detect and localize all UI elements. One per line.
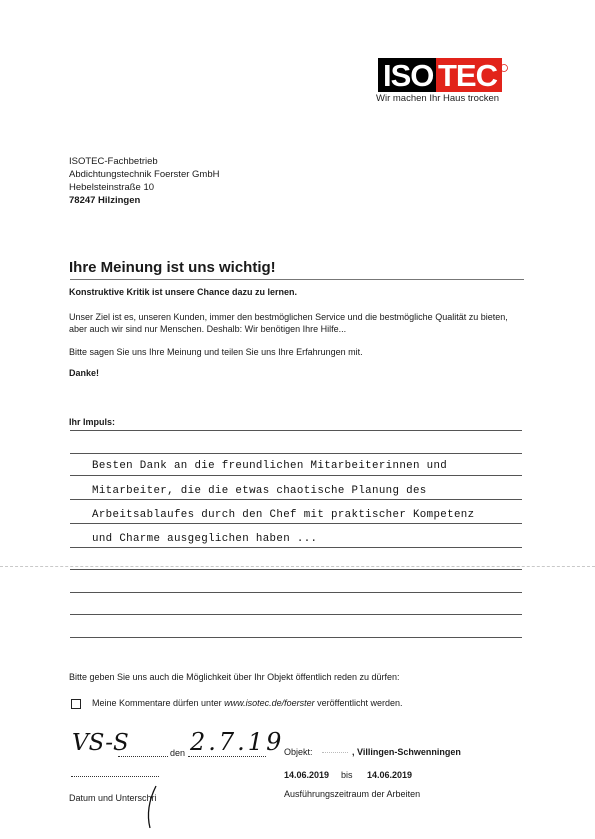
impulse-line xyxy=(70,569,522,570)
impulse-text-line: und Charme ausgeglichen haben ... xyxy=(92,533,318,545)
thanks-text: Danke! xyxy=(69,368,100,378)
consent-question: Bitte geben Sie uns auch die Möglichkeit über Ihr Objekt öffentlich reden zu dürfen: xyxy=(69,672,400,682)
intro-text-line2: aber auch wir sind nur Menschen. Deshalb: Wir benötigen Ihre Hilfe... xyxy=(69,324,347,334)
impulse-line xyxy=(70,523,522,524)
handwritten-date: 2.7.19 xyxy=(190,728,285,756)
impulse-text-line: Mitarbeiter, die die etwas chaotische Planung des xyxy=(92,485,427,497)
consent-suffix: veröffentlicht werden. xyxy=(314,698,403,708)
headline-divider xyxy=(70,279,524,280)
publish-consent-checkbox[interactable] xyxy=(71,699,81,709)
date-dotted-line xyxy=(188,756,266,757)
address-line-company-type: ISOTEC-Fachbetrieb xyxy=(69,156,158,167)
objekt-value: , Villingen-Schwenningen xyxy=(352,747,461,757)
address-line-company: Abdichtungstechnik Foerster GmbH xyxy=(69,169,220,180)
address-line-city: 78247 Hilzingen xyxy=(69,195,141,206)
place-dotted-line xyxy=(118,756,168,757)
period-bis: bis xyxy=(341,770,353,780)
logo-tagline: Wir machen Ihr Haus trocken xyxy=(376,93,500,104)
period-from: 14.06.2019 xyxy=(284,770,330,780)
impulse-label: Ihr Impuls: xyxy=(69,417,116,427)
period-caption: Ausführungszeitraum der Arbeiten xyxy=(284,789,421,799)
impulse-text-line: Arbeitsablaufes durch den Chef mit praktischer Kompetenz xyxy=(92,509,475,521)
address-line-street: Hebelsteinstraße 10 xyxy=(69,182,155,193)
page-title: Ihre Meinung ist uns wichtig! xyxy=(69,259,276,276)
impulse-line xyxy=(70,547,522,548)
signature-dotted-line xyxy=(71,776,159,777)
svg-text:TEC: TEC xyxy=(438,58,497,92)
impulse-line xyxy=(70,592,522,593)
date-signature-label: Datum und Unterschri xyxy=(69,793,157,803)
handwritten-place: VS-S xyxy=(72,730,129,756)
intro-text-line1: Unser Ziel ist es, unseren Kunden, immer den bestmöglichen Service und die bestmögliche Qualität zu bieten, xyxy=(69,312,508,322)
objekt-label: Objekt: xyxy=(284,747,313,757)
impulse-text-line: Besten Dank an die freundlichen Mitarbeiterinnen und xyxy=(92,460,448,472)
consent-prefix: Meine Kommentare dürfen unter xyxy=(92,698,225,708)
impulse-line xyxy=(70,499,522,500)
impulse-line xyxy=(70,614,522,615)
signature-stroke xyxy=(140,784,160,830)
den-label: den xyxy=(170,748,186,758)
impulse-line xyxy=(70,453,522,454)
period-to: 14.06.2019 xyxy=(367,770,413,780)
objekt-city: Villingen-Schwenningen xyxy=(357,747,461,757)
impulse-line xyxy=(70,475,522,476)
consent-link[interactable]: www.isotec.de/foerster xyxy=(224,698,315,708)
svg-text:ISO: ISO xyxy=(383,58,434,92)
impulse-line xyxy=(70,637,522,638)
redacted-name xyxy=(322,752,348,753)
scan-fold-line xyxy=(0,566,595,567)
impulse-line xyxy=(70,430,522,431)
publish-consent-label[interactable] xyxy=(92,697,403,709)
request-text: Bitte sagen Sie uns Ihre Meinung und teilen Sie uns Ihre Erfahrungen mit. xyxy=(69,347,363,357)
subheadline: Konstruktive Kritik ist unsere Chance dazu zu lernen. xyxy=(69,287,298,297)
